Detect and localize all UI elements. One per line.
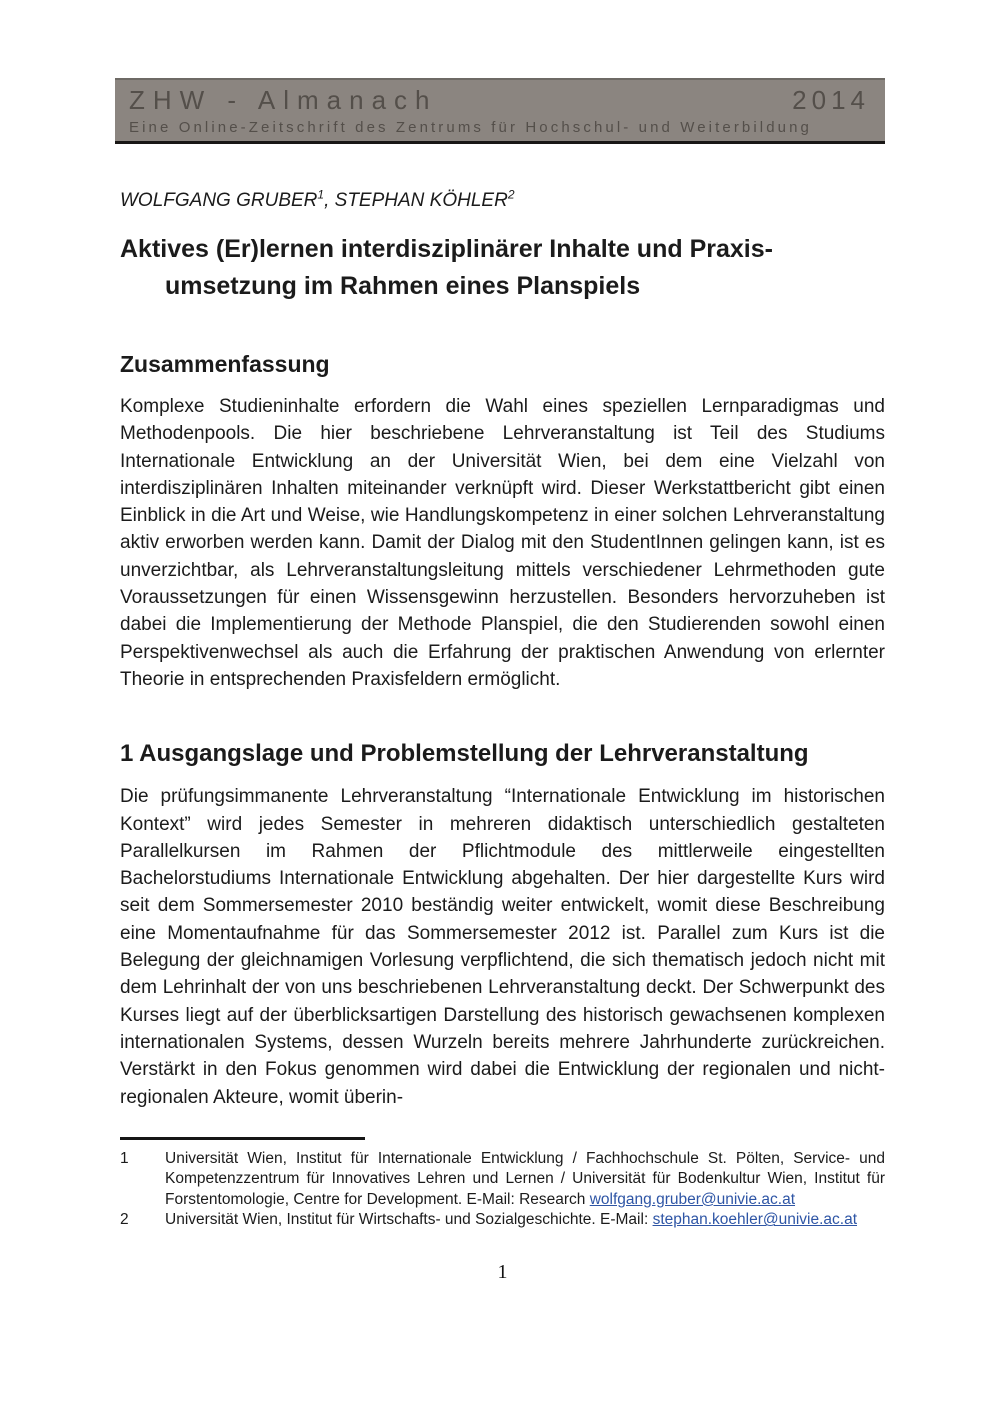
footnote-1-number: 1	[120, 1149, 129, 1167]
journal-banner-top	[129, 85, 870, 116]
authors-separator: ,	[324, 190, 335, 211]
footnote-2-email-link[interactable]: stephan.koehler@univie.ac.at	[652, 1211, 858, 1229]
footnote-2-number: 2	[120, 1211, 129, 1229]
abstract-heading: Zusammenfassung	[120, 351, 330, 377]
author-name-1: WOLFGANG GRUBER	[120, 190, 318, 211]
section-1-body: Die prüfungsimmanente Lehrveranstaltung “Internationale Entwicklung im historischen Kontext” wird jedes Semester in mehreren didaktisch unterschiedlich gestalteten Parallelkursen im Rahmen der Pflichtmodule des mittlerweile eingestellten Bachelorstudiums Internationale Entwicklung abgehalten. Der hier dargestellte Kurs wird seit dem Sommersemester 2010 beständig weiter entwickelt, womit diese Beschreibung eine Momentaufnahme für das Sommersemester 2012 ist. Parallel zum Kurs ist die Belegung der gleichnamigen Vorlesung verpflichtend, die sich thematisch jedoch nicht mit dem Lehrinhalt der von uns beschriebenen Lehrveranstaltung deckt. Der Schwerpunkt des Kurses liegt auf der überblicksartigen Darstellung des historisch gewachsenen komplexen internationalen Systems, dessen Wurzeln bereits mehrere Jahrhunderte zurückreichen. Verstärkt in den Fokus genommen wird dabei die Entwicklung der regionalen und nicht-regionalen Akteure, womit überin-	[120, 786, 885, 1108]
footnote-ref-1: 1	[317, 187, 325, 202]
footnote-1	[120, 1149, 885, 1211]
authors-line	[120, 187, 885, 212]
journal-banner	[115, 78, 885, 144]
footnote-2-text	[165, 1210, 885, 1231]
footnotes	[120, 1149, 885, 1231]
journal-year: 2014	[792, 85, 870, 115]
section-1-heading: 1 Ausgangslage und Problemstellung der Lehrveranstaltung	[120, 740, 809, 768]
content-column	[120, 187, 885, 1284]
footnote-1-body-text: Universität Wien, Institut für Internationale Entwicklung / Fachhochschule St. Pölten, Service- und Kompetenzzentrum für Innovatives Lehren und Lernen / Universität für Bodenkultur Wien, Institut für Forstentomologie, Centre for Development. E-Mail: Research	[165, 1149, 885, 1208]
journal-title: ZHW - Almanach	[129, 85, 438, 115]
footnote-1-email-link[interactable]: wolfgang.gruber@univie.ac.at	[589, 1190, 796, 1208]
journal-subtitle: Eine Online-Zeitschrift des Zentrums für Hochschul- und Weiterbildung	[129, 119, 812, 136]
page-number: 1	[497, 1260, 508, 1283]
footnote-1-text	[165, 1149, 885, 1211]
author-name-2: STEPHAN KÖHLER	[334, 190, 508, 211]
footnote-ref-2: 2	[507, 187, 515, 202]
footnote-2-body-text: Universität Wien, Institut für Wirtschafts- und Sozialgeschichte. E-Mail:	[165, 1211, 653, 1229]
footnote-separator-rule	[120, 1137, 365, 1140]
abstract-body: Komplexe Studieninhalte erfordern die Wahl eines speziellen Lernparadigmas und Methodenpools. Die hier beschriebene Lehrveranstaltung ist Teil des Studiums Internationale Entwicklung an der Universität Wien, bei dem eine Vielzahl von interdisziplinären Inhalten miteinander verknüpft wird. Dieser Werkstattbericht gibt einen Einblick in die Art und Weise, wie Handlungskompetenz in einer solchen Lehrveranstaltung aktiv erworben werden kann. Damit der Dialog mit den StudentInnen gelingen kann, ist es unverzichtbar, als Lehrveranstaltungsleitung mittels verschiedener Lehrmethoden gute Voraussetzungen für einen Wissensgewinn herzustellen. Besonders hervorzuheben ist dabei die Implementierung der Methode Planspiel, die den Studierenden sowohl einen Perspektivenwechsel als auch die Erfahrung der praktischen Anwendung von erlernter Theorie in entsprechenden Praxisfeldern ermöglicht.	[120, 396, 885, 690]
paper-title	[120, 231, 885, 305]
paper-title-line-2: umsetzung im Rahmen eines Planspiels	[165, 272, 641, 300]
footnote-2	[120, 1210, 885, 1231]
paper-title-line-1: Aktives (Er)lernen interdisziplinärer Inhalte und Praxis-	[120, 235, 773, 263]
